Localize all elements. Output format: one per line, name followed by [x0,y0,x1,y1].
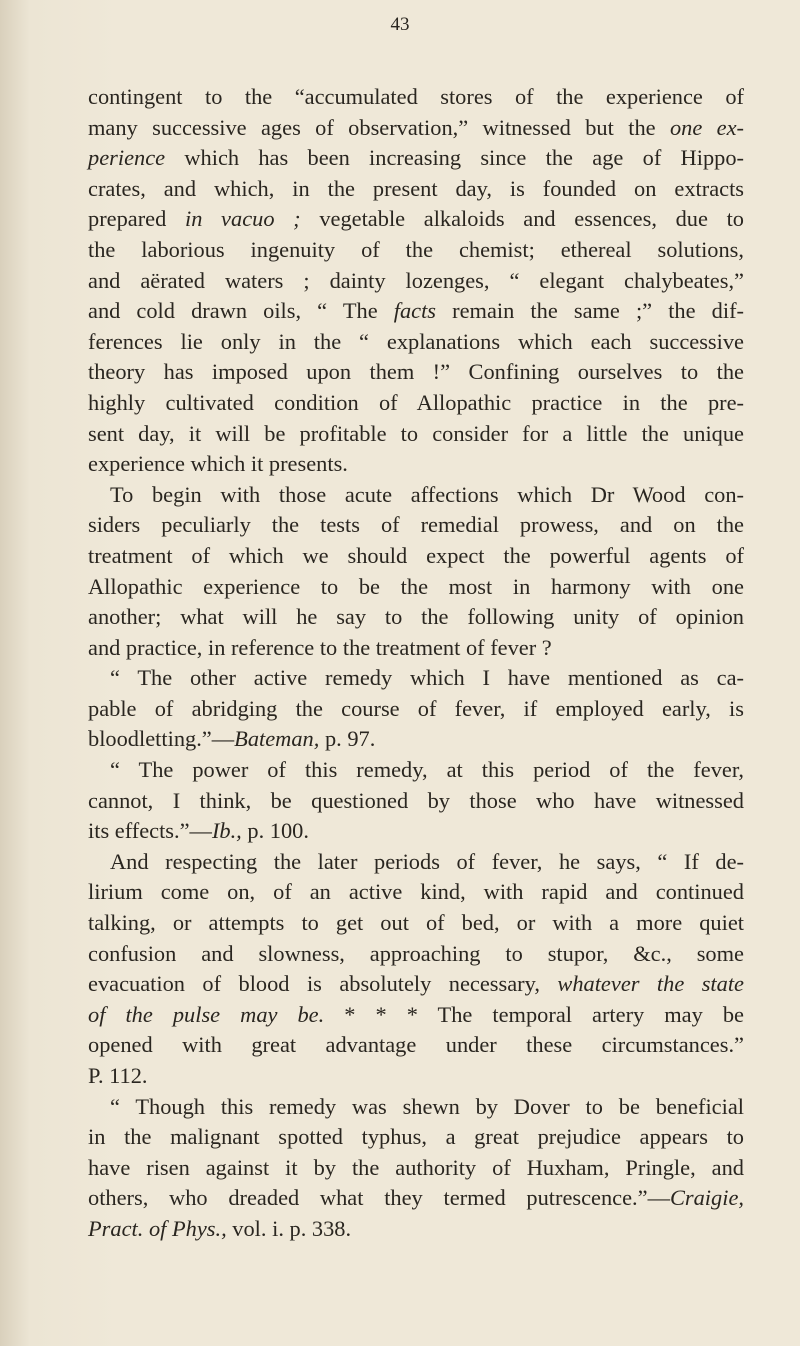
text-line [88,633,744,664]
text-line [88,541,744,572]
text-line [88,602,744,633]
italic-text: Pract. of Phys., [88,1215,227,1241]
paragraph [88,755,744,847]
paragraph [88,847,744,1092]
text-line [88,847,744,878]
text-line [88,388,744,419]
text-line [88,480,744,511]
text-run: “ The other active remedy which I have mentioned as ca- [110,665,744,691]
text-line [88,1092,744,1123]
text-run: vegetable alkaloids and essences, due to [300,206,745,232]
text-run: remain the same ;” the dif- [436,298,744,324]
text-run: * * * The temporal artery may be [324,1001,744,1027]
page-number: 43 [390,14,410,35]
text-run: and cold drawn oils, “ The [88,298,394,324]
text-run: another; what will he say to the following unity of opinion [88,604,744,630]
text-line [88,357,744,388]
text-run: p. 100. [241,818,309,844]
text-run: “ The power of this remedy, at this period of the fever, [110,757,744,783]
text-line [88,510,744,541]
italic-text: Ib., [211,818,242,844]
text-line [88,694,744,725]
text-run: P. 112. [88,1063,148,1088]
italic-text: of the pulse may be. [88,1001,325,1027]
text-run: opened with great advantage under these circumstances.” [88,1032,744,1058]
text-run: confusion and slowness, approaching to stupor, &c., some [88,940,744,966]
text-run: pable of abridging the course of fever, if employed early, is [88,695,744,721]
text-line [88,939,744,970]
text-line [88,82,744,113]
text-run: cannot, I think, be questioned by those who have witnessed [88,787,744,813]
text-run: p. 97. [319,726,376,752]
text-run: sent day, it will be profitable to consider for a little the unique [88,420,744,446]
text-line [88,1214,744,1245]
text-run: its effects.”— [88,818,212,844]
text-run: “ Though this remedy was shewn by Dover to be beneficial [110,1093,744,1119]
paragraph [88,82,744,480]
italic-text: facts [393,298,437,324]
text-run: theory has imposed upon them !” Confining ourselves to the [88,359,744,385]
text-run: prepared [88,206,185,232]
text-line [88,235,744,266]
italic-text: perience [88,145,166,171]
text-line [88,1061,744,1092]
italic-text: in vacuo ; [184,206,301,232]
text-line [88,786,744,817]
text-line [88,663,744,694]
text-line [88,572,744,603]
text-run: the laborious ingenuity of the chemist; ethereal solutions, [88,236,744,262]
text-line [88,113,744,144]
text-line [88,724,744,755]
text-run: lirium come on, of an active kind, with rapid and continued [88,879,744,905]
text-run: Allopathic experience to be the most in harmony with one [88,573,744,599]
italic-text: Craigie, [669,1185,744,1211]
text-run: contingent to the “accumulated stores of the experience of [88,84,744,109]
text-run: have risen against it by the authority of Huxham, Pringle, and [88,1154,744,1180]
text-run: treatment of which we should expect the powerful agents of [88,542,744,568]
paragraph [88,480,744,664]
text-line [88,174,744,205]
text-line [88,1030,744,1061]
italic-text: whatever the state [557,971,744,997]
text-run: which has been increasing since the age of Hippo- [165,145,744,171]
text-run: talking, or attempts to get out of bed, or with a more quiet [88,910,744,936]
text-line [88,419,744,450]
text-line [88,908,744,939]
italic-text: one ex- [669,114,744,140]
text-run: in the malignant spotted typhus, a great prejudice appears to [88,1124,744,1150]
text-line [88,1122,744,1153]
text-run: many successive ages of observation,” witnessed but the [88,114,670,140]
text-run: vol. i. p. 338. [226,1215,352,1241]
text-run: crates, and which, in the present day, is founded on extracts [88,175,744,201]
text-line [88,449,744,480]
page-text [88,82,744,1245]
text-line [88,143,744,174]
text-line [88,755,744,786]
text-line [88,266,744,297]
text-line [88,1183,744,1214]
paragraph [88,663,744,755]
italic-text: Bateman, [234,726,320,752]
text-run: experience which it presents. [88,451,348,477]
text-run: highly cultivated condition of Allopathic practice in the pre- [88,389,744,415]
text-line [88,1000,744,1031]
text-run: others, who dreaded what they termed putrescence.”— [88,1185,670,1211]
text-run: evacuation of blood is absolutely necessary, [88,971,558,997]
text-run: To begin with those acute affections which Dr Wood con- [110,481,744,507]
text-line [88,816,744,847]
text-line [88,1153,744,1184]
text-run: siders peculiarly the tests of remedial prowess, and on the [88,512,744,538]
text-line [88,877,744,908]
paragraph [88,1092,744,1245]
text-run: and aërated waters ; dainty lozenges, “ elegant chalybeates,” [88,267,744,293]
text-run: And respecting the later periods of fever, he says, “ If de- [110,848,744,874]
text-run: and practice, in reference to the treatment of fever ? [88,634,552,660]
text-run: ferences lie only in the “ explanations which each successive [88,328,744,354]
text-line [88,204,744,235]
text-line [88,969,744,1000]
text-line [88,327,744,358]
text-line [88,296,744,327]
text-run: bloodletting.”— [88,726,235,752]
